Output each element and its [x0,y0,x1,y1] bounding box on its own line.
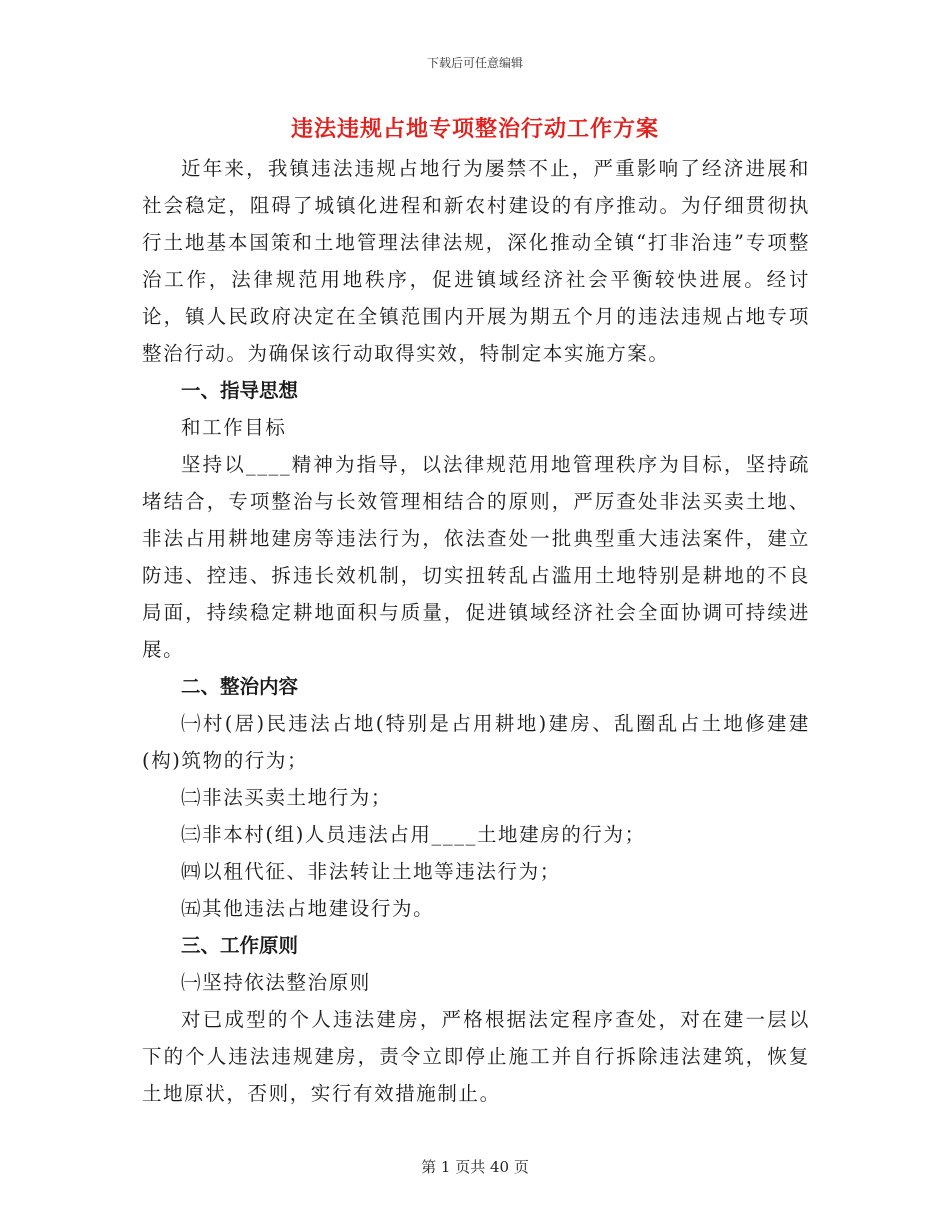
section-1-heading: 一、指导思想 [181,379,299,402]
section-2-item-5: ㈤其他违法占地建设行为。 [181,897,435,920]
section-3-subheading: ㈠坚持依法整治原则 [181,971,371,994]
document-body [142,150,810,1112]
document-title: 违法违规占地专项整治行动工作方案 [290,117,659,142]
header-note: 下载后可任意编辑 [426,56,523,70]
section-2-item-2: ㈡非法买卖土地行为； [181,786,393,809]
section-3-body: 对已成型的个人违法建房，严格根据法定程序查处，对在建一层以下的个人违法违规建房，责令立即停止施工并自行拆除违法建筑，恢复土地原状，否则，实行有效措施制止。 [142,1008,810,1105]
page-number: 第 1 页共 40 页 [421,1158,529,1176]
intro-paragraph: 近年来，我镇违法违规占地行为屡禁不止，严重影响了经济进展和社会稳定，阻碍了城镇化进程和新农村建设的有序推动。为仔细贯彻执行土地基本国策和土地管理法律法规，深化推动全镇“打非治违”专项整治工作，法律规范用地秩序，促进镇域经济社会平衡较快进展。经讨论，镇人民政府决定在全镇范围内开展为期五个月的违法违规占地专项整治行动。为确保该行动取得实效，特制定本实施方案。 [142,157,810,365]
section-1-subheading: 和工作目标 [181,416,287,439]
section-2-item-3: ㈢非本村(组)人员违法占用____土地建房的行为； [181,823,646,846]
section-2-item-4: ㈣以租代征、非法转让土地等违法行为； [181,860,561,883]
section-1-body: 坚持以____精神为指导，以法律规范用地管理秩序为目标，坚持疏堵结合，专项整治与长效管理相结合的原则，严厉查处非法买卖土地、非法占用耕地建房等违法行为，依法查处一批典型重大违法案件，建立防违、控违、拆违长效机制，切实扭转乱占滥用土地特别是耕地的不良局面，持续稳定耕地面积与质量，促进镇域经济社会全面协调可持续进展。 [142,453,810,661]
section-2-item-1: ㈠村(居)民违法占地(特别是占用耕地)建房、乱圈乱占土地修建建(构)筑物的行为； [142,712,810,772]
section-2-heading: 二、整治内容 [181,675,299,698]
section-3-heading: 三、工作原则 [181,934,299,957]
